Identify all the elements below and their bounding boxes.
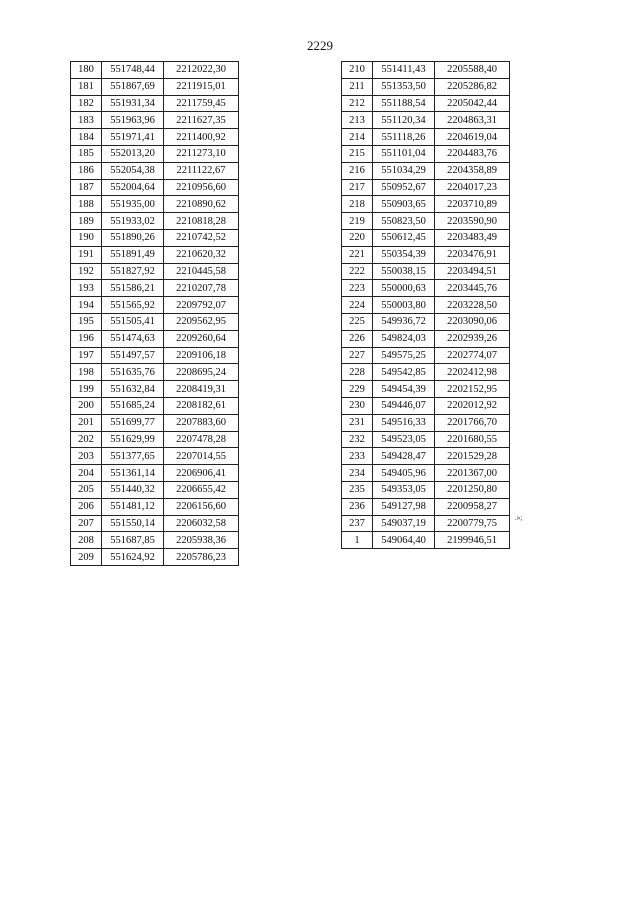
point-number: 221 bbox=[342, 246, 373, 263]
point-number: 219 bbox=[342, 213, 373, 230]
y-coordinate: 2201250,80 bbox=[435, 481, 510, 498]
point-number: 210 bbox=[342, 62, 373, 79]
x-coordinate: 552054,38 bbox=[102, 162, 164, 179]
y-coordinate: 2203710,89 bbox=[435, 196, 510, 213]
table-row bbox=[342, 532, 510, 549]
table-row bbox=[342, 129, 510, 146]
y-coordinate: 2203090,06 bbox=[435, 313, 510, 330]
x-coordinate: 551933,02 bbox=[102, 213, 164, 230]
point-number: 212 bbox=[342, 95, 373, 112]
table-row bbox=[71, 532, 239, 549]
table-row bbox=[71, 465, 239, 482]
table-row bbox=[71, 62, 239, 79]
x-coordinate: 551118,26 bbox=[373, 129, 435, 146]
point-number: 200 bbox=[71, 397, 102, 414]
y-coordinate: 2210445,58 bbox=[164, 263, 239, 280]
x-coordinate: 551963,96 bbox=[102, 112, 164, 129]
y-coordinate: 2209792,07 bbox=[164, 297, 239, 314]
point-number: 183 bbox=[71, 112, 102, 129]
point-number: 199 bbox=[71, 381, 102, 398]
point-number: 207 bbox=[71, 515, 102, 532]
table-row bbox=[71, 381, 239, 398]
table-row bbox=[342, 481, 510, 498]
x-coordinate: 549428,47 bbox=[373, 448, 435, 465]
point-number: 229 bbox=[342, 381, 373, 398]
x-coordinate: 551699,77 bbox=[102, 414, 164, 431]
point-number: 215 bbox=[342, 145, 373, 162]
y-coordinate: 2207014,55 bbox=[164, 448, 239, 465]
x-coordinate: 550003,80 bbox=[373, 297, 435, 314]
x-coordinate: 550823,50 bbox=[373, 213, 435, 230]
y-coordinate: 2200779,75 bbox=[435, 515, 510, 532]
y-coordinate: 2208419,31 bbox=[164, 381, 239, 398]
table-row bbox=[71, 330, 239, 347]
point-number: 189 bbox=[71, 213, 102, 230]
y-coordinate: 2205588,40 bbox=[435, 62, 510, 79]
x-coordinate: 551188,54 bbox=[373, 95, 435, 112]
point-number: 217 bbox=[342, 179, 373, 196]
point-number: 180 bbox=[71, 62, 102, 79]
y-coordinate: 2205042,44 bbox=[435, 95, 510, 112]
point-number: 1 bbox=[342, 532, 373, 549]
y-coordinate: 2208182,61 bbox=[164, 397, 239, 414]
x-coordinate: 551120,34 bbox=[373, 112, 435, 129]
point-number: 204 bbox=[71, 465, 102, 482]
point-number: 192 bbox=[71, 263, 102, 280]
coordinates-table-left bbox=[70, 61, 239, 566]
table-row bbox=[342, 263, 510, 280]
table-row bbox=[71, 414, 239, 431]
page-number: 2229 bbox=[307, 38, 333, 53]
y-coordinate: 2207478,28 bbox=[164, 431, 239, 448]
table-row bbox=[342, 196, 510, 213]
table-row bbox=[342, 95, 510, 112]
point-number: 234 bbox=[342, 465, 373, 482]
table-row bbox=[71, 448, 239, 465]
table-row bbox=[71, 78, 239, 95]
table-row bbox=[342, 397, 510, 414]
table-row bbox=[71, 313, 239, 330]
y-coordinate: 2202774,07 bbox=[435, 347, 510, 364]
table-row bbox=[342, 162, 510, 179]
y-coordinate: 2200958,27 bbox=[435, 498, 510, 515]
y-coordinate: 2205786,23 bbox=[164, 549, 239, 566]
point-number: 188 bbox=[71, 196, 102, 213]
point-number: 235 bbox=[342, 481, 373, 498]
y-coordinate: 2210956,60 bbox=[164, 179, 239, 196]
y-coordinate: 2204483,76 bbox=[435, 145, 510, 162]
table-row bbox=[71, 297, 239, 314]
x-coordinate: 551624,92 bbox=[102, 549, 164, 566]
y-coordinate: 2205286,82 bbox=[435, 78, 510, 95]
point-number: 186 bbox=[71, 162, 102, 179]
point-number: 237 bbox=[342, 515, 373, 532]
table-row bbox=[342, 280, 510, 297]
y-coordinate: 2211759,45 bbox=[164, 95, 239, 112]
y-coordinate: 2203483,49 bbox=[435, 229, 510, 246]
table-row bbox=[342, 313, 510, 330]
table-row bbox=[71, 162, 239, 179]
x-coordinate: 551481,12 bbox=[102, 498, 164, 515]
y-coordinate: 2206655,42 bbox=[164, 481, 239, 498]
table-row bbox=[342, 381, 510, 398]
y-coordinate: 2203228,50 bbox=[435, 297, 510, 314]
x-coordinate: 551550,14 bbox=[102, 515, 164, 532]
point-number: 226 bbox=[342, 330, 373, 347]
point-number: 202 bbox=[71, 431, 102, 448]
y-coordinate: 2209106,18 bbox=[164, 347, 239, 364]
point-number: 198 bbox=[71, 364, 102, 381]
point-number: 232 bbox=[342, 431, 373, 448]
x-coordinate: 551474,63 bbox=[102, 330, 164, 347]
x-coordinate: 551635,76 bbox=[102, 364, 164, 381]
table-row bbox=[342, 179, 510, 196]
x-coordinate: 551440,32 bbox=[102, 481, 164, 498]
x-coordinate: 551971,41 bbox=[102, 129, 164, 146]
x-coordinate: 551687,85 bbox=[102, 532, 164, 549]
y-coordinate: 2210818,28 bbox=[164, 213, 239, 230]
x-coordinate: 551890,26 bbox=[102, 229, 164, 246]
table-row bbox=[71, 280, 239, 297]
table-row bbox=[342, 431, 510, 448]
x-coordinate: 549523,05 bbox=[373, 431, 435, 448]
table-row bbox=[71, 347, 239, 364]
point-number: 190 bbox=[71, 229, 102, 246]
point-number: 233 bbox=[342, 448, 373, 465]
y-coordinate: 2203445,76 bbox=[435, 280, 510, 297]
table-row bbox=[71, 145, 239, 162]
y-coordinate: 2202152,95 bbox=[435, 381, 510, 398]
table-row bbox=[71, 246, 239, 263]
y-coordinate: 2212022,30 bbox=[164, 62, 239, 79]
table-row bbox=[71, 179, 239, 196]
y-coordinate: 2202939,26 bbox=[435, 330, 510, 347]
table-row bbox=[71, 129, 239, 146]
x-coordinate: 549127,98 bbox=[373, 498, 435, 515]
y-coordinate: 2204863,31 bbox=[435, 112, 510, 129]
x-coordinate: 551867,69 bbox=[102, 78, 164, 95]
table-row bbox=[71, 263, 239, 280]
table-row bbox=[342, 465, 510, 482]
point-number: 222 bbox=[342, 263, 373, 280]
table-row bbox=[342, 297, 510, 314]
point-number: 205 bbox=[71, 481, 102, 498]
table-row bbox=[342, 330, 510, 347]
point-number: 230 bbox=[342, 397, 373, 414]
y-coordinate: 2210742,52 bbox=[164, 229, 239, 246]
point-number: 196 bbox=[71, 330, 102, 347]
y-coordinate: 2204017,23 bbox=[435, 179, 510, 196]
table-row bbox=[342, 347, 510, 364]
x-coordinate: 551565,92 bbox=[102, 297, 164, 314]
y-coordinate: 2201367,00 bbox=[435, 465, 510, 482]
x-coordinate: 549037,19 bbox=[373, 515, 435, 532]
x-coordinate: 551411,43 bbox=[373, 62, 435, 79]
x-coordinate: 550903,65 bbox=[373, 196, 435, 213]
point-number: 220 bbox=[342, 229, 373, 246]
x-coordinate: 549542,85 bbox=[373, 364, 435, 381]
point-number: 181 bbox=[71, 78, 102, 95]
table-row bbox=[71, 397, 239, 414]
point-number: 194 bbox=[71, 297, 102, 314]
table-row bbox=[71, 364, 239, 381]
point-number: 184 bbox=[71, 129, 102, 146]
x-coordinate: 550038,15 bbox=[373, 263, 435, 280]
table-row bbox=[71, 95, 239, 112]
table-row bbox=[71, 112, 239, 129]
x-coordinate: 549446,07 bbox=[373, 397, 435, 414]
point-number: 193 bbox=[71, 280, 102, 297]
table-row bbox=[342, 78, 510, 95]
point-number: 185 bbox=[71, 145, 102, 162]
point-number: 224 bbox=[342, 297, 373, 314]
x-coordinate: 552013,20 bbox=[102, 145, 164, 162]
y-coordinate: 2210620,32 bbox=[164, 246, 239, 263]
table-row bbox=[342, 246, 510, 263]
x-coordinate: 551629,99 bbox=[102, 431, 164, 448]
x-coordinate: 552004,64 bbox=[102, 179, 164, 196]
x-coordinate: 551586,21 bbox=[102, 280, 164, 297]
table-row bbox=[71, 549, 239, 566]
point-number: 228 bbox=[342, 364, 373, 381]
x-coordinate: 549064,40 bbox=[373, 532, 435, 549]
x-coordinate: 549575,25 bbox=[373, 347, 435, 364]
coordinates-table-right bbox=[341, 61, 510, 549]
point-number: 214 bbox=[342, 129, 373, 146]
y-coordinate: 2207883,60 bbox=[164, 414, 239, 431]
point-number: 218 bbox=[342, 196, 373, 213]
point-number: 211 bbox=[342, 78, 373, 95]
y-coordinate: 2211400,92 bbox=[164, 129, 239, 146]
x-coordinate: 551935,00 bbox=[102, 196, 164, 213]
y-coordinate: 2204358,89 bbox=[435, 162, 510, 179]
x-coordinate: 549353,05 bbox=[373, 481, 435, 498]
y-coordinate: 2206032,58 bbox=[164, 515, 239, 532]
x-coordinate: 551748,44 bbox=[102, 62, 164, 79]
point-number: 203 bbox=[71, 448, 102, 465]
x-coordinate: 549405,96 bbox=[373, 465, 435, 482]
table-row bbox=[71, 431, 239, 448]
table-row bbox=[342, 213, 510, 230]
table-row bbox=[342, 62, 510, 79]
table-row bbox=[342, 364, 510, 381]
table-row bbox=[342, 229, 510, 246]
y-coordinate: 2201766,70 bbox=[435, 414, 510, 431]
y-coordinate: 2206156,60 bbox=[164, 498, 239, 515]
y-coordinate: 2202012,92 bbox=[435, 397, 510, 414]
closing-mark: .»; bbox=[515, 514, 523, 522]
table-row bbox=[342, 414, 510, 431]
table-row bbox=[342, 515, 510, 532]
point-number: 231 bbox=[342, 414, 373, 431]
point-number: 208 bbox=[71, 532, 102, 549]
table-row bbox=[342, 498, 510, 515]
point-number: 197 bbox=[71, 347, 102, 364]
table-row bbox=[71, 515, 239, 532]
y-coordinate: 2209562,95 bbox=[164, 313, 239, 330]
x-coordinate: 551827,92 bbox=[102, 263, 164, 280]
y-coordinate: 2202412,98 bbox=[435, 364, 510, 381]
table-row bbox=[71, 229, 239, 246]
y-coordinate: 2209260,64 bbox=[164, 330, 239, 347]
point-number: 223 bbox=[342, 280, 373, 297]
table-row bbox=[71, 196, 239, 213]
x-coordinate: 551361,14 bbox=[102, 465, 164, 482]
x-coordinate: 551377,65 bbox=[102, 448, 164, 465]
x-coordinate: 551497,57 bbox=[102, 347, 164, 364]
point-number: 206 bbox=[71, 498, 102, 515]
y-coordinate: 2199946,51 bbox=[435, 532, 510, 549]
point-number: 225 bbox=[342, 313, 373, 330]
y-coordinate: 2203590,90 bbox=[435, 213, 510, 230]
point-number: 213 bbox=[342, 112, 373, 129]
x-coordinate: 551353,50 bbox=[373, 78, 435, 95]
y-coordinate: 2211122,67 bbox=[164, 162, 239, 179]
y-coordinate: 2211915,01 bbox=[164, 78, 239, 95]
point-number: 195 bbox=[71, 313, 102, 330]
y-coordinate: 2211627,35 bbox=[164, 112, 239, 129]
point-number: 182 bbox=[71, 95, 102, 112]
x-coordinate: 551505,41 bbox=[102, 313, 164, 330]
point-number: 187 bbox=[71, 179, 102, 196]
y-coordinate: 2203494,51 bbox=[435, 263, 510, 280]
point-number: 236 bbox=[342, 498, 373, 515]
point-number: 209 bbox=[71, 549, 102, 566]
y-coordinate: 2211273,10 bbox=[164, 145, 239, 162]
x-coordinate: 551685,24 bbox=[102, 397, 164, 414]
x-coordinate: 550354,39 bbox=[373, 246, 435, 263]
y-coordinate: 2210207,78 bbox=[164, 280, 239, 297]
table-row bbox=[71, 213, 239, 230]
table-row bbox=[342, 145, 510, 162]
table-row bbox=[71, 498, 239, 515]
x-coordinate: 549516,33 bbox=[373, 414, 435, 431]
x-coordinate: 551034,29 bbox=[373, 162, 435, 179]
x-coordinate: 550952,67 bbox=[373, 179, 435, 196]
y-coordinate: 2204619,04 bbox=[435, 129, 510, 146]
table-row bbox=[342, 448, 510, 465]
y-coordinate: 2206906,41 bbox=[164, 465, 239, 482]
x-coordinate: 551931,34 bbox=[102, 95, 164, 112]
y-coordinate: 2210890,62 bbox=[164, 196, 239, 213]
y-coordinate: 2203476,91 bbox=[435, 246, 510, 263]
table-row bbox=[71, 481, 239, 498]
x-coordinate: 551891,49 bbox=[102, 246, 164, 263]
point-number: 227 bbox=[342, 347, 373, 364]
y-coordinate: 2208695,24 bbox=[164, 364, 239, 381]
x-coordinate: 550000,63 bbox=[373, 280, 435, 297]
x-coordinate: 549454,39 bbox=[373, 381, 435, 398]
x-coordinate: 551632,84 bbox=[102, 381, 164, 398]
point-number: 191 bbox=[71, 246, 102, 263]
table-row bbox=[342, 112, 510, 129]
y-coordinate: 2205938,36 bbox=[164, 532, 239, 549]
y-coordinate: 2201529,28 bbox=[435, 448, 510, 465]
point-number: 216 bbox=[342, 162, 373, 179]
x-coordinate: 550612,45 bbox=[373, 229, 435, 246]
x-coordinate: 551101,04 bbox=[373, 145, 435, 162]
x-coordinate: 549824,03 bbox=[373, 330, 435, 347]
x-coordinate: 549936,72 bbox=[373, 313, 435, 330]
point-number: 201 bbox=[71, 414, 102, 431]
y-coordinate: 2201680,55 bbox=[435, 431, 510, 448]
